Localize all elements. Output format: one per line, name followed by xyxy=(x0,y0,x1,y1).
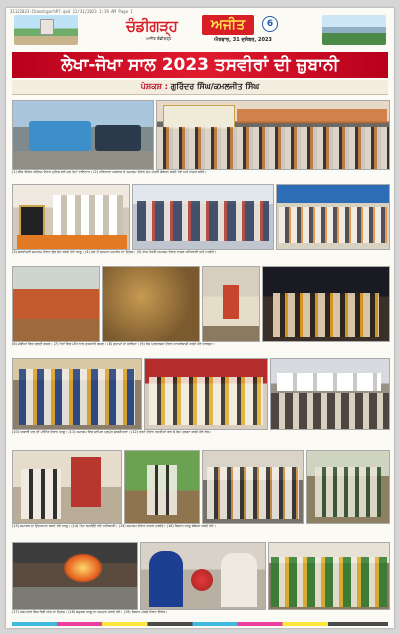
issue-date: ਐਤਵਾਰ, 31 ਦਸੰਬਰ, 2023 xyxy=(214,37,272,43)
masthead xyxy=(6,12,394,48)
photo-farmers-rally xyxy=(268,542,390,610)
caption-row-4: (10) ਅਕਾਲੀ ਦਲ ਦੀ ਮੀਟਿੰਗ ਦੌਰਾਨ ਆਗੂ। (11) ਸਮਾਗਮ ਵਿਚ ਸ਼ਾਮਿਲ ਪ੍ਰਮੁੱਖ ਸ਼ਖ਼ਸੀਅਤਾਂ। (12) ਧਰਨੇ ਦੌਰਾਨ ਤਖ਼ਤੀਆਂ ਫੜ ਕੇ ਰੋਸ ਪ੍ਰਗਟ ਕਰਦੇ ਹੋਏ ਲੋਕ। xyxy=(12,430,212,434)
headline-banner: ਲੇਖਾ-ਜੋਖਾ ਸਾਲ 2023 ਤਸਵੀਰਾਂ ਦੀ ਜ਼ੁਬਾਨੀ xyxy=(12,52,388,78)
masthead-right-photo xyxy=(322,15,386,45)
caption-row-1: (1) ਫੀਸ ਵਿਰੋਧ ਅੰਦੋਲਨ ਦੌਰਾਨ ਪੁਲਿਸ ਵਲੋਂ ਜਲ ਤੋਪਾਂ ਤਾਇਨਾਤ। (2) ਹਰਿਆਣਾ ਸਰਕਾਰ ਦੇ ਸਮਾਗਮ ਦੌਰਾਨ ਮੁੱਖ ਮੰਤਰੀ ਸੰਬੋਧਨ ਕਰਦੇ ਹੋਏ ਅਤੇ ਹਾਜ਼ਰ ਸਰੋਤੇ। xyxy=(12,170,207,174)
byline xyxy=(12,80,388,95)
masthead-tagline: ਅਜੀਤ ਚੰਡੀਗੜ੍ਹ xyxy=(146,36,172,41)
photo-tribute xyxy=(12,184,130,250)
photo-row-6 xyxy=(12,542,388,620)
photo-row-3 xyxy=(12,266,388,354)
caption-row-5: (13) ਸਮਾਰਕ ਦਾ ਉਦਘਾਟਨ ਕਰਦੇ ਹੋਏ ਆਗੂ। (14) ਪੌਦਾ ਲਗਾਉਂਦੇ ਹੋਏ ਅਧਿਕਾਰੀ। (15) ਸਮਾਗਮ ਦੌਰਾਨ ਹਾਜ਼ਰ ਪਤਵੰਤੇ। (16) ਕਿਸਾਨ ਆਗੂ ਸੰਬੋਧਨ ਕਰਦੇ ਹੋਏ। xyxy=(12,524,216,528)
photo-water-cannon xyxy=(12,100,154,170)
photo-farmer-leader xyxy=(306,450,390,524)
photo-fire xyxy=(12,542,138,610)
photo-damaged-crop xyxy=(102,266,200,342)
byline-label: ਪੇਸ਼ਕਸ਼ : xyxy=(140,82,168,91)
photo-felicitation xyxy=(132,184,274,250)
photo-protest-night xyxy=(262,266,390,342)
photo-tree-planting xyxy=(124,450,200,524)
photo-row-4 xyxy=(12,358,388,446)
masthead-left-photo xyxy=(14,15,78,45)
caption-row-2: (3) ਸ਼ਰਧਾਂਜਲੀ ਸਮਾਗਮ ਦੌਰਾਨ ਫੁੱਲ ਭੇਟ ਕਰਦੇ ਹੋਏ ਆਗੂ। (4) ਮੰਚ ਤੋਂ ਸਨਮਾਨ ਸਮਾਰੋਹ ਦਾ ਦ੍ਰਿਸ਼। (5) ਰਾਜ ਪੱਧਰੀ ਸਮਾਗਮ ਦੌਰਾਨ ਹਾਜ਼ਰ ਅਧਿਕਾਰੀ ਅਤੇ ਪਤਵੰਤੇ। xyxy=(12,250,217,254)
print-color-bar xyxy=(12,622,388,626)
newspaper-page xyxy=(6,8,394,628)
photo-placard-protest xyxy=(270,358,390,430)
photo-row-1 xyxy=(12,100,388,180)
photo-elder-honour xyxy=(140,542,266,610)
city-name: ਚੰਡੀਗੜ੍ਹ xyxy=(126,17,178,35)
caption-row-3: (6) ਮੰਡੀਆਂ ਵਿਚ ਰੁਲਦੀ ਫ਼ਸਲ। (7) ਖੇਤਾਂ ਵਿਚ ਮੀਂਹ ਨਾਲ ਨੁਕਸਾਨੀ ਫ਼ਸਲ। (8) ਗੁਦਾਮਾਂ ਦਾ ਜਾਇਜ਼ਾ। (9) ਰੋਸ ਪ੍ਰਦਰਸ਼ਨ ਦੌਰਾਨ ਨਾਅਰੇਬਾਜ਼ੀ ਕਰਦੇ ਹੋਏ ਕਾਰਕੁਨ। xyxy=(12,342,215,346)
page-number: 6 xyxy=(262,16,278,32)
caption-row-6: (17) ਹਸਪਤਾਲ ਵਿਚ ਲੱਗੀ ਅੱਗ ਦਾ ਦ੍ਰਿਸ਼। (18) ਬਜ਼ੁਰਗ ਆਗੂ ਦਾ ਸਨਮਾਨ ਕਰਦੇ ਹੋਏ। (19) ਕਿਸਾਨ ਮੋਰਚੇ ਦੌਰਾਨ ਇਕੱਠ। xyxy=(12,610,168,614)
photo-akali-meeting xyxy=(12,358,142,430)
byline-names: ਗੁਰਿੰਦਰ ਸਿੰਘ/ਕਮਲਜੀਤ ਸਿੰਘ xyxy=(170,82,260,91)
photo-warehouse xyxy=(202,266,260,342)
photo-state-function xyxy=(276,184,390,250)
photo-row-5 xyxy=(12,450,388,538)
paper-logo: ਅਜੀਤ xyxy=(202,15,254,35)
photo-officials-gathering xyxy=(202,450,304,524)
photo-dignitaries xyxy=(144,358,268,430)
photo-row-2 xyxy=(12,184,388,262)
print-slug: 31122023-ChandigarhP7.qxd 12/31/2023 1:19 AM Page 1 xyxy=(10,9,133,14)
photo-cm-address xyxy=(156,100,390,170)
photo-grain-heaps xyxy=(12,266,100,342)
photo-memorial-inauguration xyxy=(12,450,122,524)
